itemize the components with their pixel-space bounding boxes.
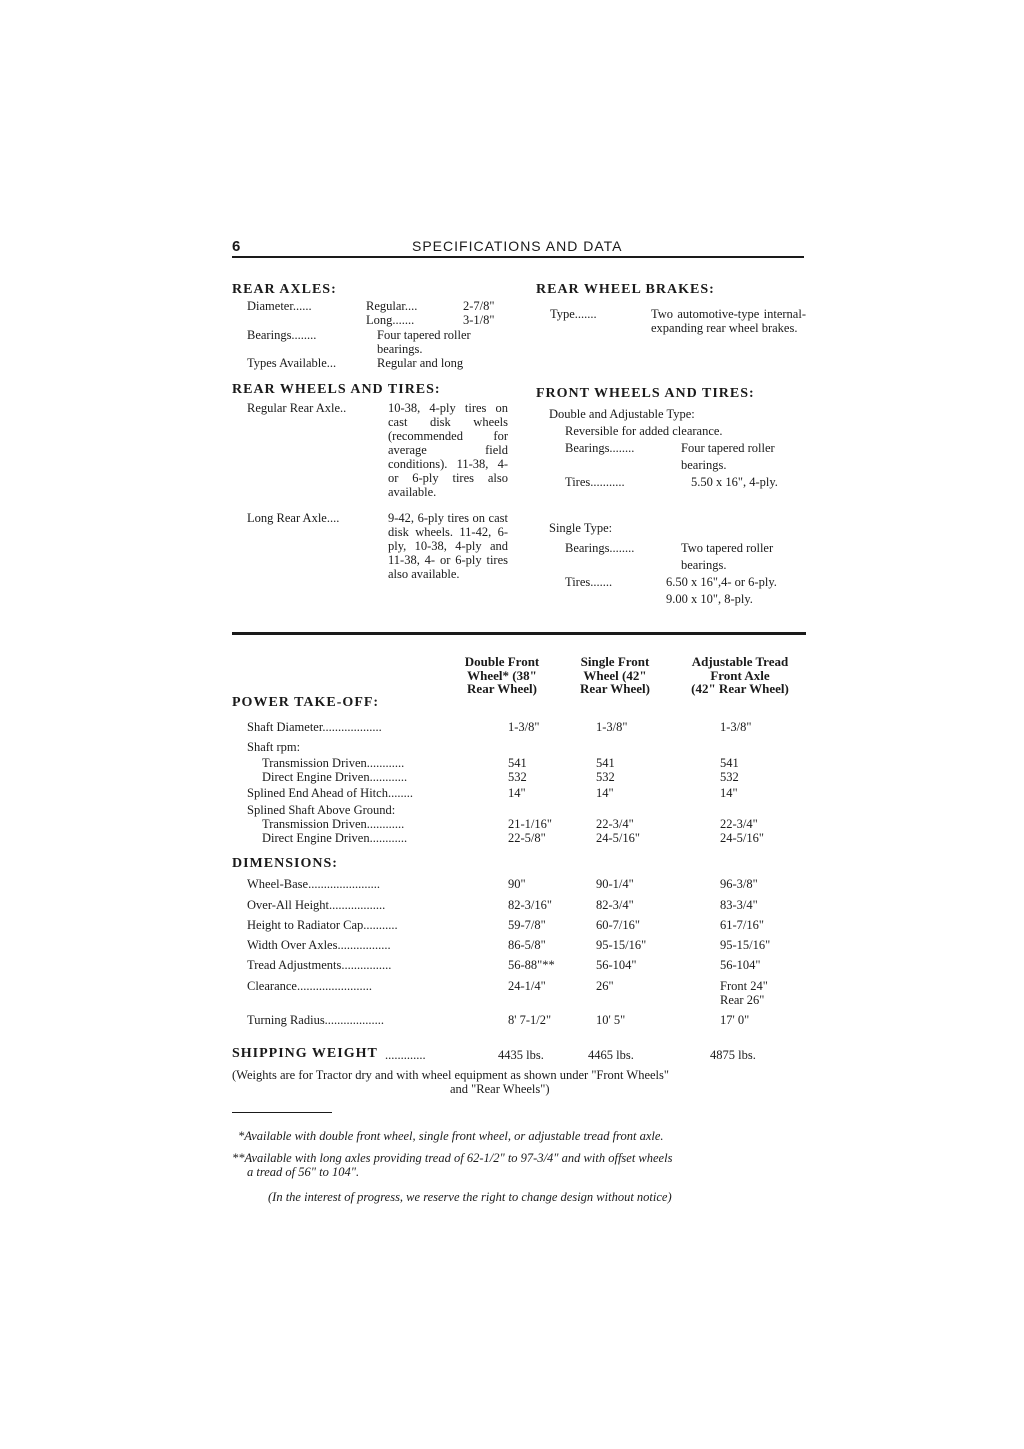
page-title: SPECIFICATIONS AND DATA [412, 238, 623, 254]
turning-radius-v2: 10' 5" [596, 1013, 626, 1027]
overall-height-v1: 82-3/16" [508, 898, 552, 912]
shipping-note-line-2: and "Rear Wheels") [450, 1082, 550, 1096]
footnote-1: *Available with double front wheel, single front wheel, or adjustable tread front axle. [238, 1129, 664, 1143]
single-bearings-value-2: bearings. [681, 558, 727, 572]
double-bearings-value-2: bearings. [681, 458, 727, 472]
footnote-2-line-2: a tread of 56" to 104". [247, 1165, 360, 1179]
above-direct-v1: 22-5/8" [508, 831, 546, 845]
overall-height-label: Over-All Height.................. [247, 898, 386, 912]
tread-adjustments-v3: 56-104" [720, 958, 761, 972]
rpm-transmission-v2: 541 [596, 756, 615, 770]
above-direct-v2: 24-5/16" [596, 831, 640, 845]
above-transmission-label: Transmission Driven............ [262, 817, 405, 831]
rear-bearings-value-2: bearings. [377, 342, 423, 356]
turning-radius-v3: 17' 0" [720, 1013, 750, 1027]
shaft-rpm-label: Shaft rpm: [247, 740, 301, 754]
clearance-label: Clearance........................ [247, 979, 372, 993]
header-rule [232, 256, 804, 258]
shipping-note-line-1: (Weights are for Tractor dry and with wheel equipment as shown under "Front Wheels" [232, 1068, 669, 1082]
diameter-long-value: 3-1/8" [463, 313, 495, 327]
above-transmission-v2: 22-3/4" [596, 817, 634, 831]
long-rear-axle-value: 9-42, 6-ply tires on cast disk wheels. 11-42, 6-ply, 10-38, 4-ply and 11-38, 4- or 6-ply tires also available. [388, 511, 508, 581]
height-radiator-v1: 59-7/8" [508, 918, 546, 932]
wheel-base-v2: 90-1/4" [596, 877, 634, 891]
diameter-regular-value: 2-7/8" [463, 299, 495, 313]
above-direct-label: Direct Engine Driven............ [262, 831, 408, 845]
rear-bearings-value-1: Four tapered roller [377, 328, 471, 342]
splined-end-label: Splined End Ahead of Hitch........ [247, 786, 413, 800]
shaft-diameter-v1: 1-3/8" [508, 720, 540, 734]
footnote-2-line-1: **Available with long axles providing tread of 62-1/2" to 97-3/4" and with offset wheels [232, 1151, 673, 1165]
wheel-base-v3: 96-3/8" [720, 877, 758, 891]
double-tires-value: 5.50 x 16", 4-ply. [691, 475, 778, 489]
single-type-heading: Single Type: [549, 521, 613, 535]
tread-adjustments-v2: 56-104" [596, 958, 637, 972]
clearance-v1: 24-1/4" [508, 979, 546, 993]
overall-height-v2: 82-3/4" [596, 898, 634, 912]
single-bearings-label: Bearings........ [565, 541, 635, 555]
shipping-weight-leader: ............. [385, 1048, 426, 1062]
single-tires-value-2: 9.00 x 10", 8-ply. [666, 592, 753, 606]
double-type-note: Reversible for added clearance. [565, 424, 723, 438]
wheel-base-label: Wheel-Base....................... [247, 877, 380, 891]
shaft-diameter-label: Shaft Diameter................... [247, 720, 382, 734]
rpm-transmission-label: Transmission Driven............ [262, 756, 405, 770]
rear-axles-heading: REAR AXLES: [232, 282, 337, 297]
regular-rear-axle-label: Regular Rear Axle.. [247, 401, 347, 415]
turning-radius-label: Turning Radius................... [247, 1013, 385, 1027]
rpm-transmission-v3: 541 [720, 756, 739, 770]
shaft-diameter-v2: 1-3/8" [596, 720, 628, 734]
brake-type-value: Two automotive-type internal-expanding rear wheel brakes. [651, 307, 806, 335]
column-heading-double-front: Double Front Wheel* (38" Rear Wheel) [464, 654, 540, 696]
width-axles-v3: 95-15/16" [720, 938, 771, 952]
rear-wheel-brakes-heading: REAR WHEEL BRAKES: [536, 282, 715, 297]
above-transmission-v1: 21-1/16" [508, 817, 552, 831]
single-tires-label: Tires....... [565, 575, 613, 589]
rpm-direct-v2: 532 [596, 770, 615, 784]
shaft-diameter-v3: 1-3/8" [720, 720, 752, 734]
double-bearings-value-1: Four tapered roller [681, 441, 775, 455]
shipping-weight-v1: 4435 lbs. [498, 1048, 544, 1062]
single-tires-value-1: 6.50 x 16",4- or 6-ply. [666, 575, 777, 589]
footnote-rule [232, 1112, 332, 1113]
types-available-label: Types Available... [247, 356, 337, 370]
types-available-value: Regular and long [377, 356, 464, 370]
splined-end-v1: 14" [508, 786, 526, 800]
clearance-v3-rear: Rear 26" [720, 993, 765, 1007]
above-direct-v3: 24-5/16" [720, 831, 764, 845]
splined-above-label: Splined Shaft Above Ground: [247, 803, 396, 817]
shipping-weight-heading: SHIPPING WEIGHT [232, 1046, 378, 1061]
double-bearings-label: Bearings........ [565, 441, 635, 455]
splined-end-v2: 14" [596, 786, 614, 800]
rear-wheels-tires-heading: REAR WHEELS AND TIRES: [232, 382, 441, 397]
regular-rear-axle-value: 10-38, 4-ply tires on cast disk wheels (recommended for average field conditions). 11-38, 4- or 6-ply tires also available. [388, 401, 508, 499]
width-axles-v1: 86-5/8" [508, 938, 546, 952]
rear-bearings-label: Bearings........ [247, 328, 317, 342]
column-heading-single-front: Single Front Wheel (42" Rear Wheel) [580, 654, 650, 696]
rpm-direct-v3: 532 [720, 770, 739, 784]
height-radiator-label: Height to Radiator Cap........... [247, 918, 398, 932]
tread-adjustments-v1: 56-88"** [508, 958, 555, 972]
dimensions-heading: DIMENSIONS: [232, 856, 338, 871]
double-tires-label: Tires........... [565, 475, 625, 489]
column-heading-adjustable-tread: Adjustable Tread Front Axle (42" Rear Wheel) [691, 654, 789, 696]
height-radiator-v3: 61-7/16" [720, 918, 764, 932]
height-radiator-v2: 60-7/16" [596, 918, 640, 932]
long-rear-axle-label: Long Rear Axle.... [247, 511, 340, 525]
brake-type-label: Type....... [550, 307, 597, 321]
rpm-direct-label: Direct Engine Driven............ [262, 770, 408, 784]
shipping-weight-v3: 4875 lbs. [710, 1048, 756, 1062]
width-axles-label: Width Over Axles................. [247, 938, 391, 952]
above-transmission-v3: 22-3/4" [720, 817, 758, 831]
width-axles-v2: 95-15/16" [596, 938, 647, 952]
turning-radius-v1: 8' 7-1/2" [508, 1013, 552, 1027]
wheel-base-v1: 90" [508, 877, 526, 891]
diameter-regular-label: Regular.... [366, 299, 418, 313]
clearance-v3-front: Front 24" [720, 979, 768, 993]
single-bearings-value-1: Two tapered roller [681, 541, 774, 555]
power-take-off-heading: POWER TAKE-OFF: [232, 695, 380, 710]
rpm-transmission-v1: 541 [508, 756, 527, 770]
splined-end-v3: 14" [720, 786, 738, 800]
design-notice: (In the interest of progress, we reserve the right to change design without notice) [268, 1190, 672, 1204]
diameter-label: Diameter...... [247, 299, 312, 313]
overall-height-v3: 83-3/4" [720, 898, 758, 912]
tread-adjustments-label: Tread Adjustments................ [247, 958, 392, 972]
shipping-weight-v2: 4465 lbs. [588, 1048, 634, 1062]
clearance-v2: 26" [596, 979, 614, 993]
front-wheels-tires-heading: FRONT WHEELS AND TIRES: [536, 386, 755, 401]
section-divider [232, 632, 806, 635]
rpm-direct-v1: 532 [508, 770, 527, 784]
diameter-long-label: Long....... [366, 313, 415, 327]
page-number: 6 [232, 238, 241, 255]
double-type-heading: Double and Adjustable Type: [549, 407, 695, 421]
